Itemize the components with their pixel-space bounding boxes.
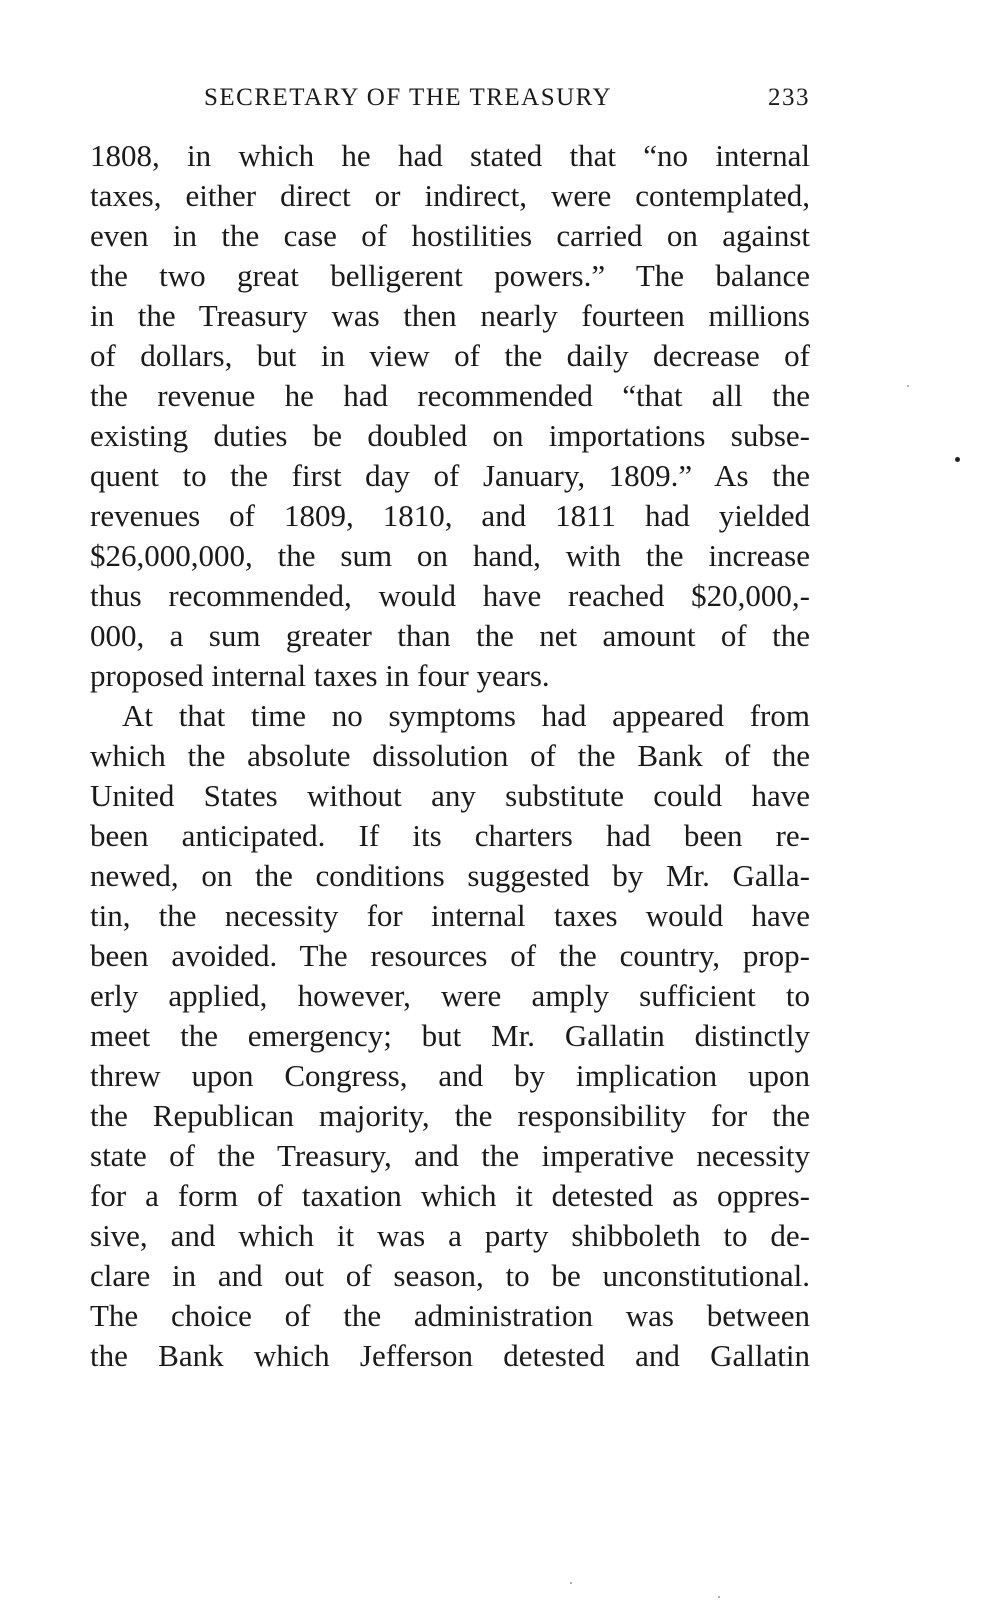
text-line: threw upon Congress, and by implication upon [90,1058,810,1093]
text-line: the revenue he had recommended “that all the [90,378,810,413]
text-line: which the absolute dissolution of the Bank of the [90,738,810,773]
text-line: been anticipated. If its charters had been re- [90,818,810,853]
scan-speck [907,385,909,387]
text-line: $26,000,000, the sum on hand, with the increase [90,538,810,573]
scan-speck [955,457,960,462]
text-line: the two great belligerent powers.” The balance [90,258,810,293]
text-line: sive, and which it was a party shibboleth to de- [90,1218,810,1253]
text-line: 1808, in which he had stated that “no internal [90,138,810,173]
page-number: 233 [768,84,810,111]
text-line: of dollars, but in view of the daily decrease of [90,338,810,373]
text-line: the Bank which Jefferson detested and Gallatin [90,1338,810,1373]
scan-speck [570,1582,572,1584]
text-line: in the Treasury was then nearly fourteen millions [90,298,810,333]
text-line: clare in and out of season, to be unconstitutional. [90,1258,810,1293]
text-line: revenues of 1809, 1810, and 1811 had yielded [90,498,810,533]
text-line: been avoided. The resources of the country, prop- [90,938,810,973]
text-line: thus recommended, would have reached $20,000,- [90,578,810,613]
text-line: United States without any substitute could have [90,778,810,813]
text-line: 000, a sum greater than the net amount of the [90,618,810,653]
text-line: erly applied, however, were amply sufficient to [90,978,810,1013]
running-head [180,84,810,124]
body-text [90,136,810,1376]
text-line: At that time no symptoms had appeared from [122,698,810,733]
running-title: SECRETARY OF THE TREASURY [204,84,613,111]
text-line: state of the Treasury, and the imperative necessity [90,1138,810,1173]
text-line: meet the emergency; but Mr. Gallatin distinctly [90,1018,810,1053]
scan-speck [718,1596,720,1598]
text-line: the Republican majority, the responsibility for the [90,1098,810,1133]
text-line: even in the case of hostilities carried on against [90,218,810,253]
text-line: newed, on the conditions suggested by Mr. Galla- [90,858,810,893]
text-line: tin, the necessity for internal taxes would have [90,898,810,933]
text-line: for a form of taxation which it detested as oppres- [90,1178,810,1213]
text-line: quent to the first day of January, 1809.” As the [90,458,810,493]
text-line: The choice of the administration was between [90,1298,810,1333]
text-line: proposed internal taxes in four years. [90,658,550,693]
text-line: taxes, either direct or indirect, were contemplated, [90,178,810,213]
text-line: existing duties be doubled on importations subse- [90,418,810,453]
